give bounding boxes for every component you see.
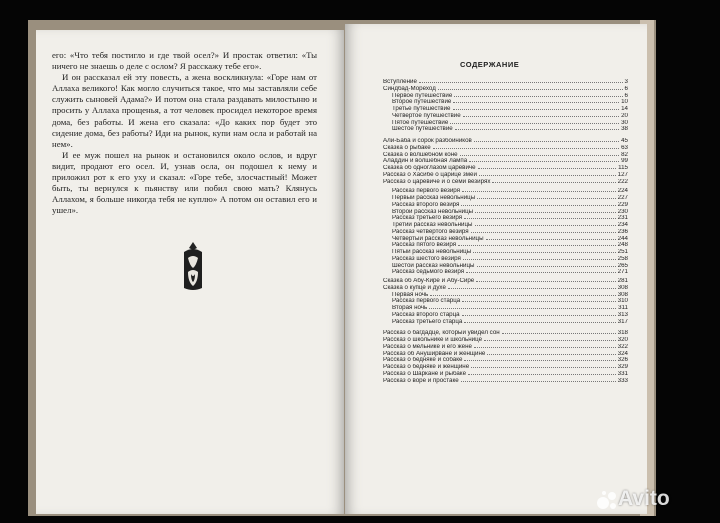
- toc-leader-dots: [461, 378, 616, 382]
- toc-entry: [383, 351, 628, 358]
- toc-entry-title: Сказка о купце и духе: [383, 284, 446, 291]
- toc-entry-title: Рассказ о школьнике и школьнице: [383, 337, 483, 343]
- toc-entry-page: 258: [617, 255, 628, 262]
- toc-leader-dots: [430, 292, 615, 296]
- toc-leader-dots: [460, 152, 620, 156]
- toc-entry-page: 229: [617, 201, 628, 208]
- toc-entry: [383, 145, 628, 152]
- toc-leader-dots: [455, 126, 619, 130]
- toc-entry-title: Первая ночь: [392, 291, 429, 298]
- toc-entry-page: 333: [617, 377, 628, 384]
- toc-leader-dots: [478, 165, 617, 169]
- toc-entry-title: Рассказ о багдадце, который увидел сон: [383, 330, 500, 337]
- toc-entry: [383, 172, 628, 179]
- toc-entry-page: 329: [617, 364, 628, 370]
- toc-entry: [383, 357, 628, 364]
- toc-entry-title: Сказка о рыбаке: [383, 144, 431, 151]
- toc-leader-dots: [450, 120, 619, 124]
- toc-entry-title: Рассказ шестого везиря: [392, 255, 461, 262]
- toc-entry-title: Вступление: [383, 79, 417, 85]
- toc-entry-title: Рассказ первого старца: [392, 298, 461, 305]
- toc-leader-dots: [464, 319, 615, 323]
- toc-entry-title: Рассказ пятого везиря: [392, 242, 457, 249]
- toc-entry: [383, 229, 628, 236]
- toc-leader-dots: [474, 138, 619, 142]
- toc-leader-dots: [429, 305, 616, 309]
- toc-entry: [383, 236, 628, 243]
- toc-leader-dots: [433, 145, 619, 149]
- toc-leader-dots: [477, 263, 616, 267]
- toc-entry-page: 82: [621, 151, 628, 158]
- toc-entry: [383, 256, 628, 263]
- toc-entry: [383, 215, 628, 222]
- toc-entry-title: Пятый рассказ невольницы: [392, 249, 472, 255]
- toc-entry-page: 230: [617, 208, 628, 215]
- toc-entry-title: Первое путешествие: [392, 92, 453, 99]
- toc-entry: [383, 120, 628, 127]
- toc-entry-page: 45: [621, 138, 628, 144]
- toc-entry-title: Четвертое путешествие: [392, 112, 461, 119]
- toc-entry: [383, 179, 628, 186]
- toc-leader-dots: [464, 357, 615, 361]
- toc-entry-page: 14: [621, 106, 628, 112]
- toc-entry-title: Первый рассказ невольницы: [392, 195, 476, 201]
- left-page-text: [52, 50, 317, 216]
- toc-leader-dots: [438, 86, 623, 90]
- paragraph: И он рассказал ей эту повесть, а жена воскликнула: «Горе нам от Аллаха великого! Как могло случиться такое, что мы заставляли себе служить сыновей Адама?» И потом она стала раздавать милостыню и просить у Аллаха прощенья, а тот человек просидел некоторое время дома, без работы. И жена его сказала: «До каких пор будет это сидение дома, без работы? Иди на рынок, купи нам осла и работай на нем».: [52, 72, 317, 149]
- toc-entry: [383, 99, 628, 106]
- toc-entry-page: 313: [617, 311, 628, 318]
- toc-entry-page: 234: [617, 222, 628, 228]
- toc-leader-dots: [453, 106, 620, 110]
- toc-leader-dots: [448, 285, 616, 289]
- toc-entry: [383, 330, 628, 337]
- toc-entry-title: Рассказ второго старца: [392, 311, 460, 318]
- toc-entry-title: Аладдин и волшебная лампа: [383, 158, 468, 165]
- toc-entry-page: 224: [617, 188, 628, 195]
- toc-entry: [383, 364, 628, 371]
- toc-entry-title: Второе путешествие: [392, 99, 452, 106]
- toc-entry: [383, 298, 628, 305]
- toc-leader-dots: [475, 222, 616, 226]
- toc-leader-dots: [454, 93, 622, 97]
- toc-entry-page: 318: [617, 330, 628, 337]
- toc-entry: [383, 106, 628, 113]
- toc-entry-page: 331: [617, 370, 628, 377]
- toc-entry-page: 244: [617, 235, 628, 242]
- toc-leader-dots: [474, 344, 616, 348]
- toc-leader-dots: [468, 371, 616, 375]
- toc-entry: [383, 371, 628, 378]
- toc-entry-title: Шестой рассказ невольницы: [392, 262, 475, 269]
- toc-entry: [383, 278, 628, 285]
- toc-title: СОДЕРЖАНИЕ: [460, 60, 520, 69]
- toc-entry-title: Рассказ третьего старца: [392, 318, 463, 325]
- toc-entry-title: Пятое путешествие: [392, 119, 449, 126]
- toc-entry-page: 322: [617, 343, 628, 350]
- toc-entry: [383, 222, 628, 229]
- table-of-contents: [383, 79, 628, 384]
- toc-entry: [383, 86, 628, 93]
- toc-entry-title: Рассказ о бедняке и женщине: [383, 364, 470, 370]
- toc-entry-title: Шестое путешествие: [392, 126, 453, 133]
- toc-entry-page: 30: [621, 119, 628, 126]
- arabesque-ornament-icon: [180, 240, 206, 292]
- toc-entry: [383, 202, 628, 209]
- toc-entry-title: Сказка о волшебном коне: [383, 151, 458, 158]
- toc-entry-page: 115: [618, 165, 628, 171]
- toc-entry-title: Третий рассказ невольницы: [392, 222, 473, 228]
- toc-entry-page: 222: [617, 178, 628, 185]
- toc-entry-title: Рассказ о Хасибе о царице змей: [383, 171, 477, 178]
- paragraph: его: «Что тебя постигло и где твой осел?» И простак ответил: «Ты ничего не знаешь о деле с ослом? Я расскажу тебе его».: [52, 50, 317, 72]
- toc-entry-page: 310: [617, 298, 628, 305]
- toc-entry: [383, 165, 628, 172]
- toc-entry: [383, 93, 628, 100]
- toc-leader-dots: [419, 79, 623, 83]
- toc-entry-page: 63: [621, 144, 628, 151]
- toc-entry: [383, 138, 628, 145]
- toc-entry-title: Рассказ третьего везиря: [392, 215, 463, 222]
- toc-leader-dots: [462, 188, 616, 192]
- toc-entry: [383, 378, 628, 385]
- toc-leader-dots: [473, 249, 615, 253]
- toc-entry: [383, 337, 628, 344]
- toc-leader-dots: [462, 312, 616, 316]
- toc-entry-page: 311: [618, 305, 628, 311]
- toc-leader-dots: [461, 202, 615, 206]
- toc-entry-page: 320: [617, 337, 628, 343]
- toc-entry-page: 3: [624, 79, 628, 85]
- toc-leader-dots: [471, 229, 616, 233]
- toc-leader-dots: [453, 99, 619, 103]
- toc-entry-title: Рассказ седьмого везиря: [392, 269, 465, 276]
- toc-leader-dots: [462, 298, 615, 302]
- toc-entry: [383, 126, 628, 133]
- toc-leader-dots: [486, 236, 616, 240]
- toc-leader-dots: [502, 330, 616, 334]
- toc-leader-dots: [463, 113, 619, 117]
- toc-entry-title: Рассказ о воре и простаке: [383, 377, 459, 384]
- toc-leader-dots: [458, 242, 616, 246]
- toc-entry: [383, 319, 628, 326]
- toc-entry-title: Рассказ о царевиче и о семи везирях: [383, 178, 491, 185]
- toc-entry: [383, 305, 628, 312]
- avito-watermark: Avito: [618, 487, 670, 510]
- toc-leader-dots: [469, 158, 619, 162]
- toc-entry-page: 308: [617, 291, 628, 298]
- toc-entry-page: 227: [617, 195, 628, 201]
- toc-entry-page: 6: [624, 92, 628, 99]
- toc-entry-title: Рассказ четвертого везиря: [392, 228, 469, 235]
- toc-entry-page: 326: [617, 357, 628, 364]
- toc-entry-page: 99: [621, 158, 628, 165]
- toc-entry: [383, 263, 628, 270]
- toc-entry: [383, 269, 628, 276]
- toc-entry-page: 236: [617, 228, 628, 235]
- toc-entry: [383, 249, 628, 256]
- toc-entry-title: Рассказ о мельнике и его жене: [383, 343, 472, 350]
- toc-entry: [383, 344, 628, 351]
- toc-entry: [383, 209, 628, 216]
- toc-entry-page: 6: [624, 85, 628, 92]
- toc-entry: [383, 152, 628, 159]
- toc-entry-title: Рассказ второго везиря: [392, 201, 460, 208]
- toc-entry-title: Вторая ночь: [392, 305, 428, 311]
- paragraph: И ее муж пошел на рынок и остановился около ослов, и вдруг видит, продают его осел. И, узнав осла, он подошел к нему и приложил рот к его уху и сказал: «Горе тебе, злосчастный! Может быть, ты вернулся к пьянству или побил свою мать? Клянусь Аллахом, я больше никогда тебя не куплю» А потом он оставил его и ушел».: [52, 149, 317, 216]
- toc-leader-dots: [471, 364, 616, 368]
- toc-leader-dots: [484, 337, 616, 341]
- toc-leader-dots: [479, 172, 616, 176]
- toc-entry-title: Сказка об Абу-Кире и Абу-Сире: [383, 278, 475, 284]
- toc-entry-page: 308: [617, 284, 628, 291]
- toc-entry-page: 231: [617, 215, 628, 222]
- toc-entry-title: Сказка об одноглазом царевиче: [383, 165, 476, 171]
- toc-entry-title: Второй рассказ невольницы: [392, 208, 474, 215]
- toc-entry: [383, 158, 628, 165]
- toc-leader-dots: [477, 195, 616, 199]
- toc-entry-page: 251: [617, 249, 628, 255]
- toc-leader-dots: [464, 215, 616, 219]
- toc-leader-dots: [487, 351, 615, 355]
- toc-entry-page: 281: [617, 278, 628, 284]
- toc-entry-title: Али-Баба и сорок разбойников: [383, 138, 472, 144]
- toc-entry: [383, 113, 628, 120]
- toc-entry: [383, 242, 628, 249]
- toc-entry: [383, 285, 628, 292]
- toc-entry: [383, 188, 628, 195]
- toc-entry: [383, 292, 628, 299]
- toc-entry-page: 317: [617, 318, 628, 325]
- toc-entry-title: Четвертый рассказ невольницы: [392, 235, 484, 242]
- avito-logo-icon: [596, 489, 618, 511]
- toc-entry-title: Синдбад-Мореход: [383, 85, 436, 92]
- toc-entry-page: 248: [617, 242, 628, 249]
- toc-leader-dots: [466, 269, 616, 273]
- toc-entry-title: Рассказ об Ануширване и женщине: [383, 350, 486, 357]
- toc-leader-dots: [476, 278, 615, 282]
- toc-entry-page: 10: [621, 99, 628, 106]
- toc-entry-title: Рассказ первого везиря: [392, 188, 461, 195]
- toc-entry-page: 127: [617, 171, 628, 178]
- toc-entry-page: 20: [621, 112, 628, 119]
- toc-leader-dots: [463, 256, 616, 260]
- toc-entry-page: 324: [617, 350, 628, 357]
- toc-entry-page: 38: [621, 126, 628, 133]
- toc-entry: [383, 195, 628, 202]
- toc-entry-page: 265: [617, 262, 628, 269]
- toc-entry: [383, 312, 628, 319]
- toc-entry-title: Рассказ о Шаркане и рыбаке: [383, 370, 467, 377]
- toc-entry-title: Третье путешествие: [392, 106, 451, 112]
- toc-entry-page: 271: [617, 269, 628, 276]
- toc-leader-dots: [492, 179, 615, 183]
- toc-leader-dots: [475, 209, 616, 213]
- toc-entry: [383, 79, 628, 86]
- toc-entry-title: Рассказ о бедняке и собаке: [383, 357, 463, 364]
